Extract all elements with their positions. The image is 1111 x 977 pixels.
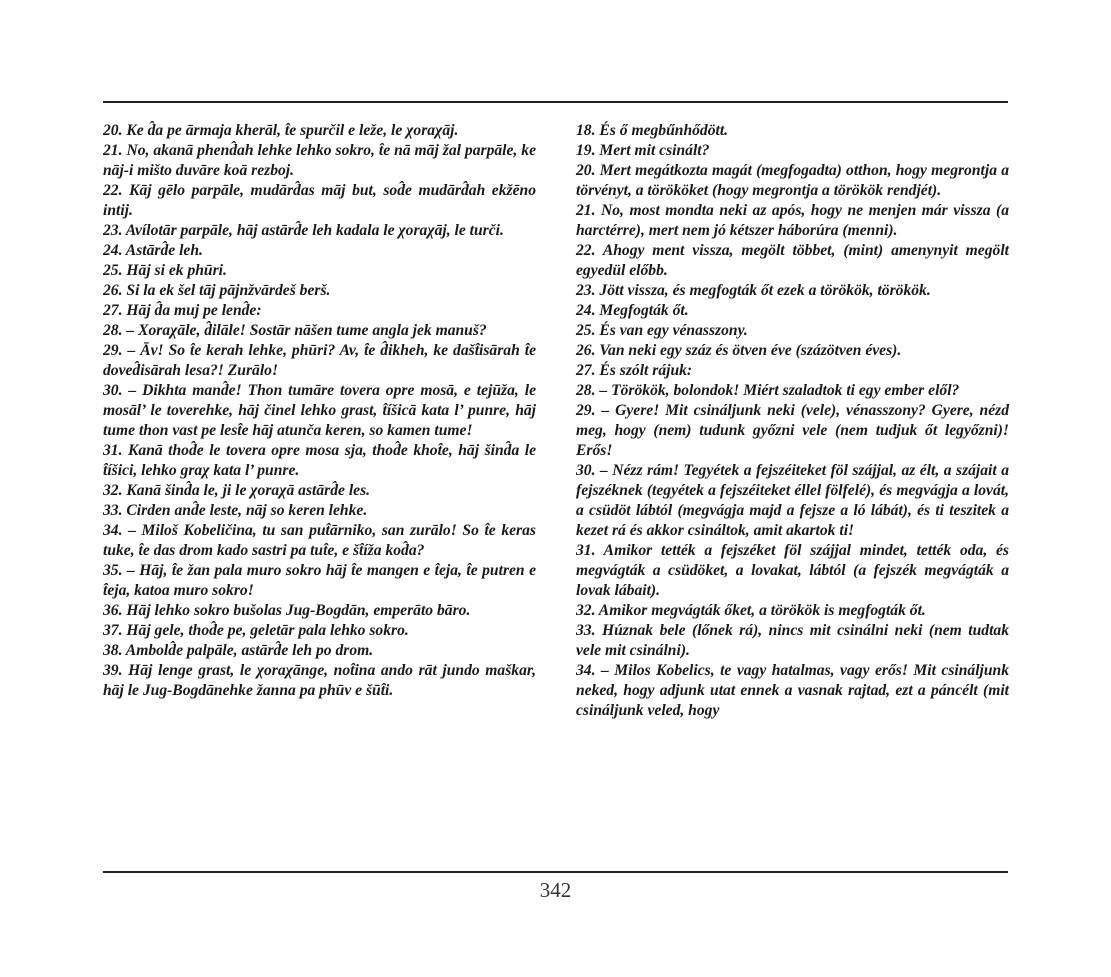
verse-line: 35. – Hāj, t̂e žan pala muro sokro hāj t̂e mangen e t̂eja, t̂e putren e t̂eja, katoa muro sokro! bbox=[103, 562, 536, 599]
verse-line: 26. Si la ek šel tāj pājnžvārdeš berš. bbox=[103, 282, 331, 299]
verse-line: 32. Kanā šind̂a le, ji le χoraχā astārd̂e les. bbox=[103, 482, 371, 499]
verse-line: 24. Astārd̂e leh. bbox=[103, 242, 203, 259]
verse-line: 23. Avílotār parpāle, hāj astārd̂e leh kadala le χoraχāj, le turči. bbox=[103, 222, 504, 239]
verse-line: 23. Jött vissza, és megfogták őt ezek a törökök, törökök. bbox=[576, 282, 931, 299]
verse-line: 24. Megfogták őt. bbox=[576, 302, 689, 319]
verse-line: 26. Van neki egy száz és ötven éve (százötven éves). bbox=[576, 342, 902, 359]
verse-line: 27. És szólt rájuk: bbox=[576, 362, 693, 379]
verse-line: 21. No, most mondta neki az após, hogy ne menjen már vissza (a harctérre), mert nem jó kétszer háborúra (menni). bbox=[576, 202, 1009, 239]
verse-line: 31. Kanā thod̂e le tovera opre mosa sja, thod̂e khot̂e, hāj šind̂a le t̂íšici, lehko graχ kata l’ punre. bbox=[103, 442, 536, 479]
left-column-romani bbox=[103, 121, 536, 701]
verse-line: 29. – Gyere! Mit csináljunk neki (vele), vénasszony? Gyere, nézd meg, hogy (nem) tudunk győzni vele (nem tudjuk őt legyőzni)! Erős! bbox=[576, 402, 1009, 459]
verse-line: 20. Ke d̂a pe ārmaja kherāl, t̂e spurčil e leže, le χoraχāj. bbox=[103, 122, 459, 139]
verse-line: 36. Hāj lehko sokro bušolas Jug-Bogdān, emperāto bāro. bbox=[103, 602, 471, 619]
verse-line: 22. Kāj gēlo parpāle, mudārd̂as māj but, sod̂e mudārd̂ah ekžēno intij. bbox=[103, 182, 536, 219]
verse-line: 20. Mert megátkozta magát (megfogadta) otthon, hogy megrontja a törvényt, a törököket (hogy megrontja a törökök rendjét). bbox=[576, 162, 1009, 199]
verse-line: 32. Amikor megvágták őket, a törökök is megfogták őt. bbox=[576, 602, 926, 619]
verse-line: 33. Cirden and̂e leste, nāj so keren lehke. bbox=[103, 502, 368, 519]
verse-line: 34. – Miloš Kobeličina, tu san put̂ārniko, san zurālo! So t̂e keras tuke, t̂e das drom kado sastri pa tut̂e, e št̂íža kod̂a? bbox=[103, 522, 536, 559]
top-rule bbox=[103, 101, 1008, 103]
verse-line: 34. – Milos Kobelics, te vagy hatalmas, vagy erős! Mit csináljunk neked, hogy adjunk utat ennek a vasnak rajtad, ezt a páncélt (mit csináljunk veled, hogy bbox=[576, 662, 1009, 719]
verse-line: 29. – Āv! So t̂e kerah lehke, phūri? Av, t̂e d̂ikheh, ke dašt̂isārah t̂e doved̂isārah lesa?! Zurālo! bbox=[103, 342, 536, 379]
verse-line: 28. – Xoraχāle, d̂ilāle! Sostār nāšen tume angla jek manuš? bbox=[103, 322, 487, 339]
verse-line: 30. – Dikhta mand̂e! Thon tumāre tovera opre mosā, e tejūža, le mosāl’ le toverehke, hāj činel lehko grast, t̂íšicā kata l’ punre, hāj tume thon vast pe lest̂e hāj atunča keren, so kamen tume! bbox=[103, 382, 536, 439]
bottom-rule bbox=[103, 871, 1008, 873]
verse-line: 27. Hāj d̂a muj pe lend̂e: bbox=[103, 302, 262, 319]
verse-line: 30. – Nézz rám! Tegyétek a fejszéiteket föl szájjal, az élt, a szájait a fejszéknek (tegyétek a fejszéiteket éllel fölfelé), és megvágja a lovát, a csüdöt lábtól (megvágja majd a fejsze a ló lábát), és ti teszitek a kezet rá és akkor csináltok, amit akartok ti! bbox=[576, 462, 1009, 539]
verse-line: 22. Ahogy ment vissza, megölt többet, (mint) amenynyit megölt egyedül előbb. bbox=[576, 242, 1009, 279]
verse-line: 19. Mert mit csinált? bbox=[576, 142, 710, 159]
verse-line: 18. És ő megbűnhődött. bbox=[576, 122, 729, 139]
verse-line: 39. Hāj lenge grast, le χoraχānge, not̂ina ando rāt jundo maškar, hāj le Jug-Bogdānehke žanna pa phūv e šūt̂i. bbox=[103, 662, 536, 699]
verse-line: 25. És van egy vénasszony. bbox=[576, 322, 748, 339]
verse-line: 33. Húznak bele (lőnek rá), nincs mit csinálni neki (nem tudtak vele mit csinálni). bbox=[576, 622, 1009, 659]
verse-line: 25. Hāj si ek phūri. bbox=[103, 262, 227, 279]
verse-line: 38. Ambold̂e palpāle, astārd̂e leh po drom. bbox=[103, 642, 374, 659]
verse-line: 37. Hāj gele, thod̂e pe, geletār pala lehko sokro. bbox=[103, 622, 409, 639]
verse-line: 21. No, akanā phend̂ah lehke lehko sokro, t̂e nā māj žal parpāle, ke nāj-i mišto duvāre koā rezboj. bbox=[103, 142, 536, 179]
right-column-hungarian bbox=[576, 121, 1009, 721]
verse-line: 28. – Törökök, bolondok! Miért szaladtok ti egy ember elől? bbox=[576, 382, 960, 399]
page-number: 342 bbox=[539, 878, 572, 902]
verse-line: 31. Amikor tették a fejszéket föl szájjal mindet, tették oda, és megvágták a csüdöket, a lovakat, lábtól (a fejszék megvágták a lovak lábait). bbox=[576, 542, 1009, 599]
